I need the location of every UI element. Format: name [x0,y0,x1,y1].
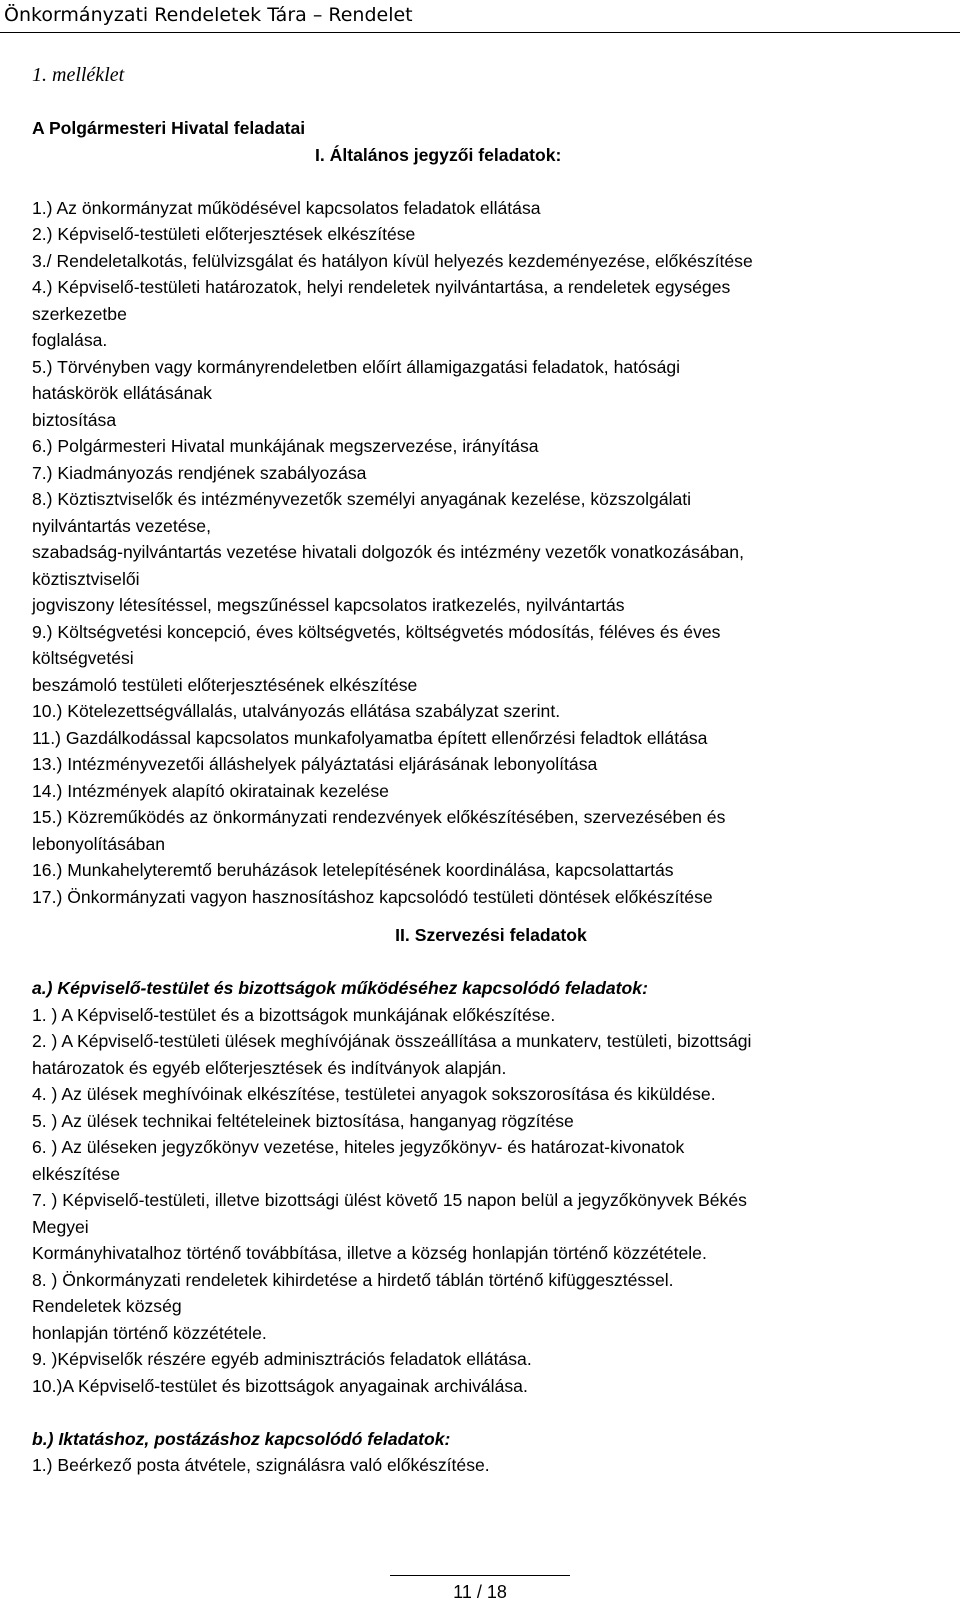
list-line: elkészítése [32,1163,121,1184]
list-line: 17.) Önkormányzati vagyon hasznosításhoz kapcsolódó testületi döntések előkészítése [32,886,713,907]
list-line: 1.) Beérkező posta átvétele, szignálásra való előkészítése. [32,1455,490,1475]
list-line: 1. ) A Képviselő-testület és a bizottságok munkájának előkészítése. [32,1004,556,1025]
list-line: honlapján történő közzététele. [32,1322,267,1343]
document-body [32,62,950,1479]
list-line: 9. )Képviselők részére egyéb adminisztrációs feladatok ellátása. [32,1349,532,1369]
annex-label: 1. melléklet [32,64,125,86]
list-line: Rendeletek község [32,1296,182,1316]
list-line: 7.) Kiadmányozás rendjének szabályozása [32,462,367,483]
page-number: 11 / 18 [453,1582,507,1602]
list-line: 5.) Törvényben vagy kormányrendeletben előírt államigazgatási feladatok, hatósági [32,356,681,377]
list-line: 7. ) Képviselő-testületi, illetve bizottsági ülést követő 15 napon belül a jegyzőkönyvek Békés [32,1190,747,1210]
page-header [0,0,960,33]
list-line: Kormányhivatalhoz történő továbbítása, illetve a község honlapján történő közzététele. [32,1243,707,1263]
list-line: költségvetési [32,648,134,668]
section2a-list [32,1002,950,1400]
list-line: foglalása. [32,330,108,350]
list-line: 13.) Intézményvezetői álláshelyek pályáztatási eljárásának lebonyolítása [32,754,598,774]
section2b-list [32,1452,950,1479]
list-line: 11.) Gazdálkodással kapcsolatos munkafolyamatba épített ellenőrzési feladtok ellátása [32,727,708,748]
list-line: Megyei [32,1216,89,1237]
list-line: beszámoló testületi előterjesztésének elkészítése [32,674,418,695]
list-line: hatáskörök ellátásának [32,383,212,403]
list-line: 4.) Képviselő-testületi határozatok, helyi rendeletek nyilvántartása, a rendeletek egységes [32,277,731,297]
section2-heading: II. Szervezési feladatok [395,925,587,945]
list-line: 16.) Munkahelyteremtő beruházások letelepítésének koordinálása, kapcsolattartás [32,860,674,880]
list-line: 6.) Polgármesteri Hivatal munkájának megszervezése, irányítása [32,436,539,456]
list-line: 3./ Rendeletalkotás, felülvizsgálat és hatályon kívül helyezés kezdeményezése, előkészítése [32,250,753,271]
list-line: 5. ) Az ülések technikai feltételeinek biztosítása, hanganyag rögzítése [32,1110,574,1131]
list-line: 14.) Intézmények alapító okiratainak kezelése [32,780,389,801]
list-line: 15.) Közreműködés az önkormányzati rendezvények előkészítésében, szervezésében és [32,807,726,827]
section1-list [32,195,950,911]
list-line: nyilvántartás vezetése, [32,515,211,536]
list-line: biztosítása [32,409,117,430]
list-line: lebonyolításában [32,833,166,854]
list-line: 1.) Az önkormányzat működésével kapcsolatos feladatok ellátása [32,197,541,218]
list-line: 8. ) Önkormányzati rendeletek kihirdetése a hirdető táblán történő kifüggesztéssel. [32,1269,674,1290]
list-line: 9.) Költségvetési koncepció, éves költségvetés, költségvetés módosítás, féléves és éves [32,621,721,642]
section2b-heading: b.) Iktatáshoz, postázáshoz kapcsolódó feladatok: [32,1428,451,1449]
list-line: határozatok és egyéb előterjesztések és indítványok alapján. [32,1057,507,1078]
list-line: 2. ) A Képviselő-testületi ülések meghívójának összeállítása a munkaterv, testületi, bizottsági [32,1031,752,1051]
list-line: 6. ) Az üléseken jegyzőkönyv vezetése, hiteles jegyzőkönyv- és határozat-kivonatok [32,1137,685,1157]
list-line: 10.)A Képviselő-testület és bizottságok anyagainak archiválása. [32,1375,528,1396]
header-title: Önkormányzati Rendeletek Tára – Rendelet [4,4,413,26]
list-line: szerkezetbe [32,303,127,324]
doc-title: A Polgármesteri Hivatal feladatai [32,118,306,138]
list-line: 4. ) Az ülések meghívóinak elkészítése, testületei anyagok sokszorosítása és kiküldése. [32,1084,716,1104]
footer-divider [390,1575,570,1576]
list-line: szabadság-nyilvántartás vezetése hivatali dolgozók és intézmény vezetők vonatkozásában, [32,542,744,562]
list-line: 10.) Kötelezettségvállalás, utalványozás ellátása szabályzat szerint. [32,701,561,721]
list-line: 2.) Képviselő-testületi előterjesztések elkészítése [32,224,416,244]
list-line: jogviszony létesítéssel, megszűnéssel kapcsolatos iratkezelés, nyilvántartás [32,595,625,615]
list-line: köztisztviselői [32,568,140,589]
section2a-heading: a.) Képviselő-testület és bizottságok működéséhez kapcsolódó feladatok: [32,978,648,998]
list-line: 8.) Köztisztviselők és intézményvezetők személyi anyagának kezelése, közszolgálati [32,489,692,509]
section1-heading: I. Általános jegyzői feladatok: [315,144,562,165]
